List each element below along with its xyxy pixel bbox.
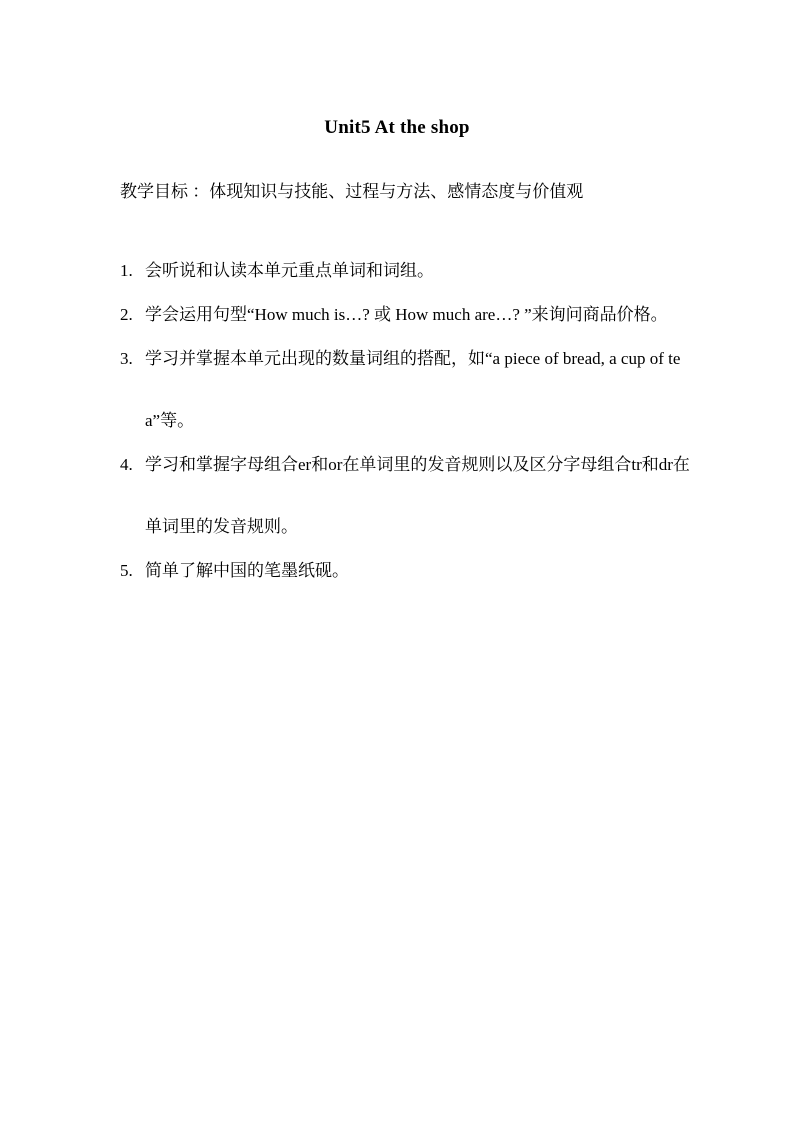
objective-text: 简单了解中国的笔墨纸砚。 — [145, 561, 349, 580]
objective-text: 学会运用句型“How much is…? 或 How much are…? ”来询问商品价格。 — [145, 305, 668, 324]
objectives-list — [120, 240, 690, 602]
objective-text: 学习和掌握字母组合er和or在单词里的发音规则以及区分字母组合tr和dr在单词里的发音规则。 — [145, 455, 690, 536]
objective-number: 3. — [120, 349, 133, 368]
objective-text: 会听说和认读本单元重点单词和词组。 — [145, 261, 434, 280]
objective-number: 2. — [120, 305, 133, 324]
objective-number: 4. — [120, 455, 133, 474]
objective-text: 学习并掌握本单元出现的数量词组的搭配，如“a piece of bread, a cup of tea”等。 — [145, 349, 681, 430]
objective-number: 5. — [120, 561, 133, 580]
objective-item — [120, 540, 690, 602]
teaching-objectives-label: 教学目标 ：体现知识与技能、过程与方法、感情态度与价值观 — [120, 182, 584, 201]
objective-number: 1. — [120, 261, 133, 280]
document-title: Unit5 At the shop — [324, 117, 470, 138]
